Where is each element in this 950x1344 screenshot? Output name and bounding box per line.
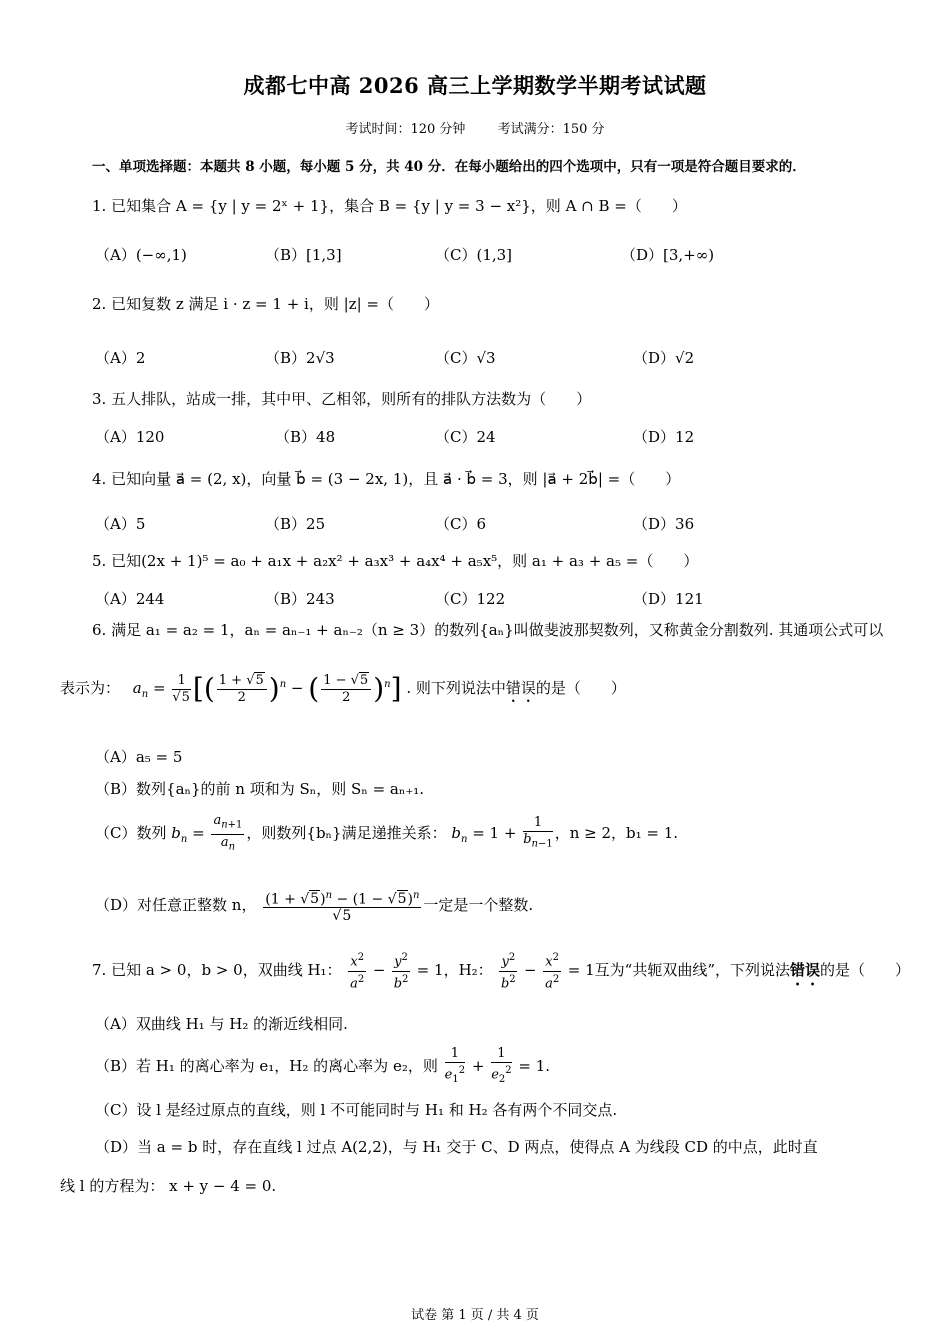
question-3: 3. 五人排队，站成一排，其中甲、乙相邻，则所有的排队方法数为（ ） (92, 390, 592, 408)
q6-option-c (95, 813, 678, 853)
q7-option-d-line-1: （D）当 a = b 时，存在直线 l 过点 A(2,2)，与 H₁ 交于 C、D 两点，使得点 A 为线段 CD 的中点，此时直 (95, 1138, 818, 1156)
exam-meta (0, 118, 950, 137)
q2-option-d: （D）√2 (633, 349, 695, 367)
q7-option-c: （C）设 l 是经过原点的直线，则 l 不可能同时与 H₁ 和 H₂ 各有两个不同交点. (95, 1101, 618, 1119)
q6-question-text: . 则下列说法中 (406, 679, 506, 697)
q6-d-end: 一定是一个整数. (423, 896, 534, 914)
q3-option-c: （C）24 (435, 428, 496, 446)
hyperbola-h1: $\frac{x^2}{a^2}$ − $\frac{y^2}{b^2}$ = 1 (350, 952, 444, 991)
question-5-options (95, 587, 895, 611)
q1-option-a: （A）(−∞,1) (95, 246, 187, 264)
q6-emphasis-wrong: 错误 (505, 679, 536, 697)
question-1-options (95, 243, 895, 267)
q2-option-a: （A）2 (95, 349, 146, 367)
section-heading (92, 155, 806, 175)
q1-option-d: （D）[3,+∞) (621, 246, 715, 264)
q3-option-d: （D）12 (633, 428, 695, 446)
q7-question-end: 的是（ ） (820, 961, 911, 979)
q6-option-a: （A）a₅ = 5 (95, 748, 183, 766)
question-4: 4. 已知向量 a⃗ = (2, x)，向量 b⃗ = (3 − 2x, 1)，且 a⃗ · b⃗ = 3，则 |a⃗ + 2b⃗| =（ ） (92, 470, 681, 488)
q6-d-expression: $\frac{(1 + √5)^n - (1 - √5)^n}{√5}$ (265, 889, 420, 925)
q7-middle: ，H₂： (443, 961, 493, 979)
q2-option-c: （C）√3 (435, 349, 496, 367)
q6-d-intro: （D）对任意正整数 n， (95, 896, 257, 914)
bn-definition: $b_n$ = $\frac{a_{n+1}}{a_n}$ (171, 813, 243, 853)
section-description: 本题共 8 小题，每小题 5 分，共 40 分．在每小题给出的四个选项中，只有一项是符合题目要求的． (200, 159, 806, 175)
eccentricity-identity: $\frac{1}{e_1^2}$ + $\frac{1}{e_2^2}$ = 1. (444, 1046, 551, 1085)
q6-question-end: 的是（ ） (535, 679, 626, 697)
q4-option-a: （A）5 (95, 515, 146, 533)
q6-formula-intro: 表示为： (60, 679, 121, 697)
q3-option-a: （A）120 (95, 428, 165, 446)
page-footer: 试卷 第 1 页 / 共 4 页 (411, 1308, 539, 1323)
question-2: 2. 已知复数 z 满足 i · z = 1 + i，则 |z| =（ ） (92, 295, 439, 313)
exam-title: 成都七中高 2026 高三上学期数学半期考试试题 (243, 73, 707, 98)
question-6-line-2 (60, 660, 626, 710)
section-title: 一、单项选择题： (92, 159, 200, 175)
question-1: 1. 已知集合 A = {y | y = 2ˣ + 1}，集合 B = {y | y = 3 − x²}，则 A ∩ B =（ ） (92, 197, 687, 215)
q2-option-b: （B）2√3 (265, 349, 335, 367)
question-4-options (95, 512, 895, 536)
q3-option-b: （B）48 (275, 428, 336, 446)
q4-option-d: （D）36 (633, 515, 695, 533)
q7-option-d-line-2: 线 l 的方程为： x + y − 4 = 0. (60, 1177, 277, 1195)
fibonacci-formula: $a_n$ = $\frac{1}{√5}$ [( $\frac{1 + √5}{2}$ )$^n$ − ( $\frac{1 - √5}{2}$ )$^n$] (132, 672, 402, 705)
q5-option-d: （D）121 (633, 590, 704, 608)
q7-emphasis-wrong: 错误 (790, 961, 821, 979)
q7-option-a: （A）双曲线 H₁ 与 H₂ 的渐近线相同. (95, 1015, 348, 1033)
exam-score: 考试满分：150 分 (497, 122, 605, 137)
exam-time: 考试时间：120 分钟 (345, 122, 466, 137)
q1-option-b: （B）[1,3] (265, 246, 342, 264)
question-2-options (95, 346, 895, 370)
q1-option-c: （C）(1,3] (435, 246, 513, 264)
q6-option-b: （B）数列{aₙ}的前 n 项和为 Sₙ，则 Sₙ = aₙ₊₁. (95, 780, 425, 798)
q6-option-d (95, 878, 533, 932)
question-6-line-1: 6. 满足 a₁ = a₂ = 1，aₙ = aₙ₋₁ + aₙ₋₂（n ≥ 3）的数列{aₙ}叫做斐波那契数列，又称黄金分割数列. 其通项公式可以 (92, 621, 884, 639)
q7-question-text: 互为“共轭双曲线”，下列说法 (594, 961, 791, 979)
q4-option-b: （B）25 (265, 515, 326, 533)
q7-intro: 7. 已知 a > 0，b > 0，双曲线 H₁： (92, 961, 342, 979)
q5-option-c: （C）122 (435, 590, 506, 608)
q4-option-c: （C）6 (435, 515, 487, 533)
q7-b-intro: （B）若 H₁ 的离心率为 e₁，H₂ 的离心率为 e₂，则 (95, 1057, 438, 1075)
q7-option-b (95, 1046, 550, 1086)
q5-option-b: （B）243 (265, 590, 335, 608)
hyperbola-h2: $\frac{y^2}{b^2}$ − $\frac{x^2}{a^2}$ = 1 (500, 952, 595, 991)
q5-option-a: （A）244 (95, 590, 165, 608)
q6-c-end: ，n ≥ 2，b₁ = 1. (554, 824, 679, 843)
q6-c-intro: （C）数列 (95, 824, 167, 843)
question-7 (92, 948, 910, 992)
question-3-options (95, 425, 895, 449)
question-5: 5. 已知(2x + 1)⁵ = a₀ + a₁x + a₂x² + a₃x³ + a₄x⁴ + a₅x⁵，则 a₁ + a₃ + a₅ =（ ） (92, 552, 699, 570)
bn-recurrence: $b_n = 1$ + $\frac{1}{b_{n-1}}$ (451, 815, 553, 850)
q6-c-middle: ，则数列{bₙ}满足递推关系： (246, 824, 447, 843)
